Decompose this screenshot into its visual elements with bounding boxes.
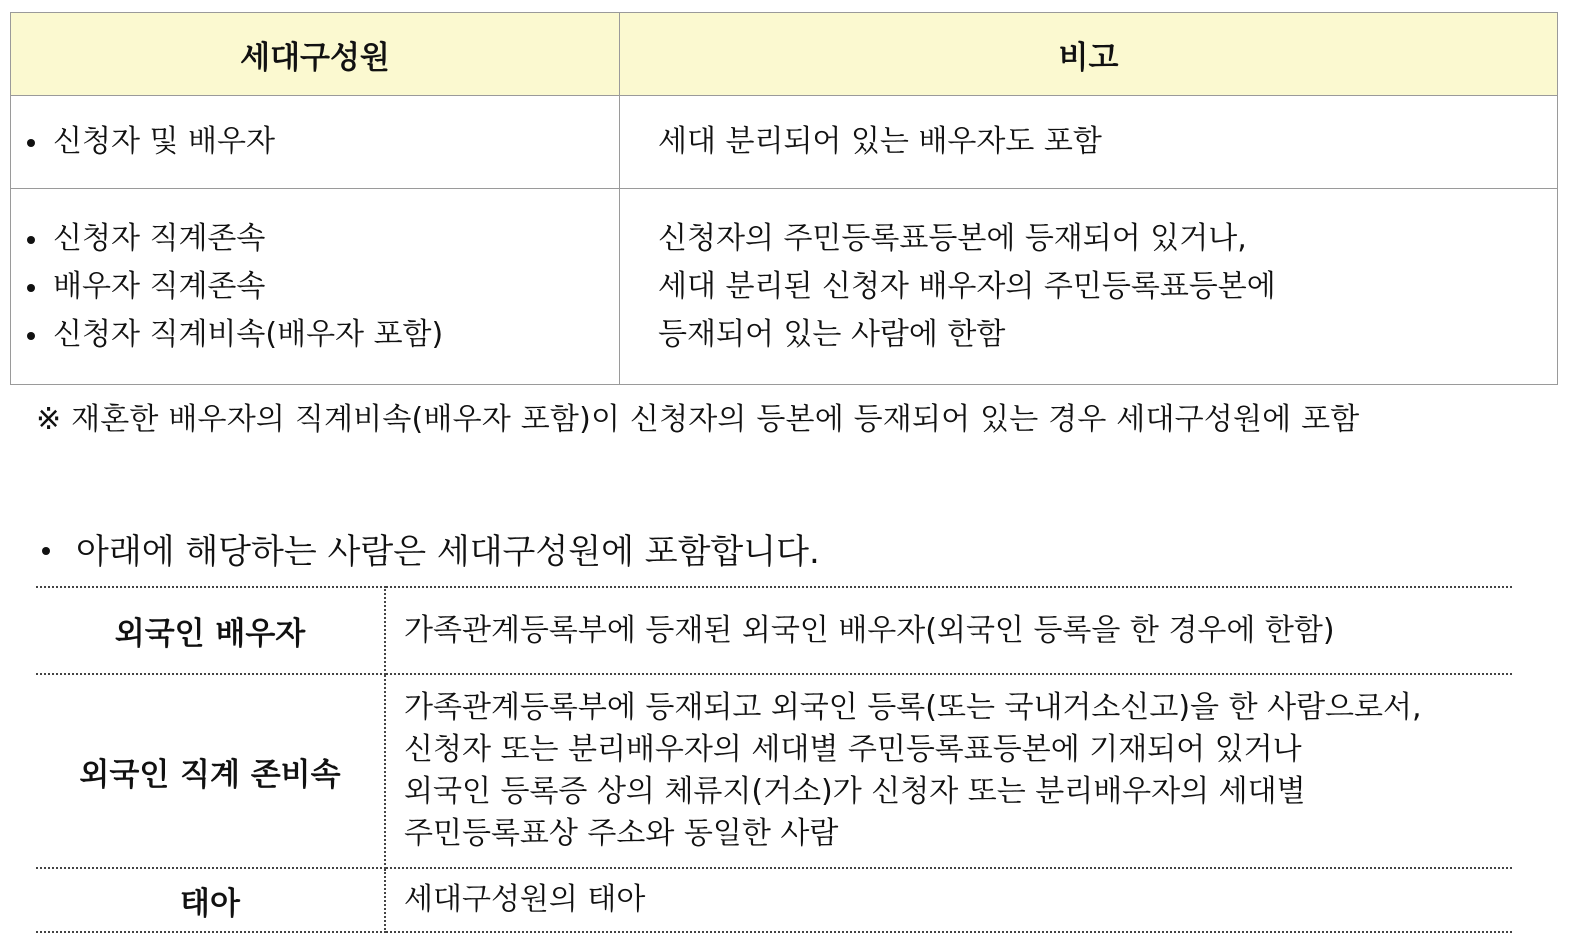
list-item: 신청자 직계존속	[53, 215, 619, 263]
table-row	[36, 587, 1512, 674]
list-item: 신청자 직계비속(배우자 포함)	[53, 311, 619, 359]
list-item: 배우자 직계존속	[53, 263, 619, 311]
bullet-icon	[27, 332, 35, 340]
table-row	[11, 96, 1558, 189]
table-row	[36, 674, 1512, 868]
bullet-icon	[27, 284, 35, 292]
row-key: 외국인 배우자	[36, 587, 385, 674]
table-row	[11, 189, 1558, 385]
list-item: 신청자 및 배우자	[53, 118, 619, 166]
row-key: 태아	[36, 868, 385, 932]
bullet-icon	[27, 139, 35, 147]
remark-cell: 세대 분리되어 있는 배우자도 포함	[620, 96, 1558, 189]
bullet-icon	[42, 547, 50, 555]
row-value: 가족관계등록부에 등재되고 외국인 등록(또는 국내거소신고)을 한 사람으로서, 신청자 또는 분리배우자의 세대별 주민등록표등본에 기재되어 있거나 외국인 등록증 상의 체류지(거소)가 신청자 또는 분리배우자의 세대별 주민등록표상 주소와 동일한 사람	[385, 674, 1512, 868]
row-key: 외국인 직계 존비속	[36, 674, 385, 868]
bullet-icon	[27, 236, 35, 244]
remark-cell: 신청자의 주민등록표등본에 등재되어 있거나, 세대 분리된 신청자 배우자의 주민등록표등본에 등재되어 있는 사람에 한함	[620, 189, 1558, 385]
section-intro: 아래에 해당하는 사람은 세대구성원에 포함합니다.	[42, 524, 820, 573]
row-value: 세대구성원의 태아	[385, 868, 1512, 932]
row-value: 가족관계등록부에 등재된 외국인 배우자(외국인 등록을 한 경우에 한함)	[385, 587, 1512, 674]
table-row	[36, 868, 1512, 932]
header-remarks: 비고	[620, 13, 1558, 96]
included-members-table	[36, 586, 1512, 933]
remarried-spouse-note: ※ 재혼한 배우자의 직계비속(배우자 포함)이 신청자의 등본에 등재되어 있는 경우 세대구성원에 포함	[36, 402, 1360, 437]
household-members-table	[10, 12, 1558, 385]
members-cell	[11, 96, 620, 189]
header-household-members: 세대구성원	[11, 13, 620, 96]
members-cell	[11, 189, 620, 385]
